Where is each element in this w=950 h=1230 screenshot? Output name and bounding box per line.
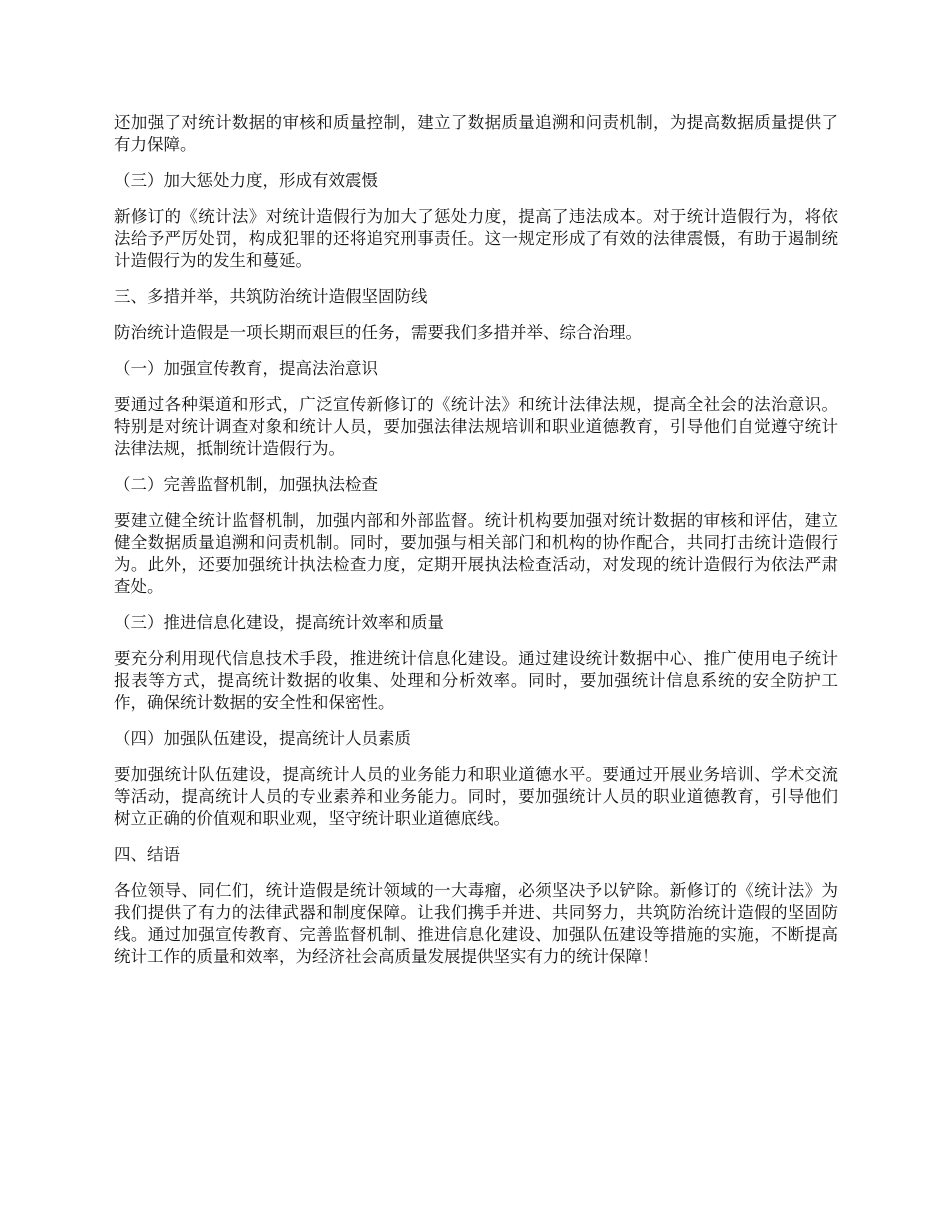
paragraph-conclusion: 各位领导、同仁们，统计造假是统计领域的一大毒瘤，必须坚决予以铲除。新修订的《统计法》为我们提供了有力的法律武器和制度保障。让我们携手并进、共同努力，共筑防治统计造假的坚固防线。通过加强宣传教育、完善监督机制、推进信息化建设、加强队伍建设等措施的实施，不断提高统计工作的质量和效率，为经济社会高质量发展提供坚实有力的统计保障！ xyxy=(114,881,838,966)
section-heading-conclusion: 四、结语 xyxy=(114,845,180,864)
paragraph-supervision: 要建立健全统计监督机制，加强内部和外部监督。统计机构要加强对统计数据的审核和评估，建立健全数据质量追溯和问责机制。同时，要加强与相关部门和机构的协作配合，共同打击统计造假行为。此外，还要加强统计执法检查力度，定期开展执法检查活动，对发现的统计造假行为依法严肃查处。 xyxy=(114,511,838,596)
subheading-education: （一）加强宣传教育，提高法治意识 xyxy=(114,359,378,378)
subheading-punishment: （三）加大惩处力度，形成有效震慑 xyxy=(114,171,378,190)
subheading-team-building: （四）加强队伍建设，提高统计人员素质 xyxy=(114,729,411,748)
subheading-supervision: （二）完善监督机制，加强执法检查 xyxy=(114,475,378,494)
document-page xyxy=(114,112,838,982)
paragraph-informatization: 要充分利用现代信息技术手段，推进统计信息化建设。通过建设统计数据中心、推广使用电子统计报表等方式，提高统计数据的收集、处理和分析效率。同时，要加强统计信息系统的安全防护工作，确保统计数据的安全性和保密性。 xyxy=(114,649,838,712)
section-heading-measures: 三、多措并举，共筑防治统计造假坚固防线 xyxy=(114,287,428,306)
paragraph-quality-control: 还加强了对统计数据的审核和质量控制，建立了数据质量追溯和问责机制，为提高数据质量提供了有力保障。 xyxy=(114,113,838,154)
paragraph-team-building: 要加强统计队伍建设，提高统计人员的业务能力和职业道德水平。要通过开展业务培训、学术交流等活动，提高统计人员的专业素养和业务能力。同时，要加强统计人员的职业道德教育，引导他们树立正确的价值观和职业观，坚守统计职业道德底线。 xyxy=(114,765,838,828)
paragraph-measures-intro: 防治统计造假是一项长期而艰巨的任务，需要我们多措并举、综合治理。 xyxy=(114,323,642,342)
paragraph-punishment: 新修订的《统计法》对统计造假行为加大了惩处力度，提高了违法成本。对于统计造假行为，将依法给予严厉处罚，构成犯罪的还将追究刑事责任。这一规定形成了有效的法律震慑，有助于遏制统计造假行为的发生和蔓延。 xyxy=(114,207,838,270)
paragraph-education: 要通过各种渠道和形式，广泛宣传新修订的《统计法》和统计法律法规，提高全社会的法治意识。特别是对统计调查对象和统计人员，要加强法律法规培训和职业道德教育，引导他们自觉遵守统计法律法规，抵制统计造假行为。 xyxy=(114,395,838,458)
subheading-informatization: （三）推进信息化建设，提高统计效率和质量 xyxy=(114,613,444,632)
